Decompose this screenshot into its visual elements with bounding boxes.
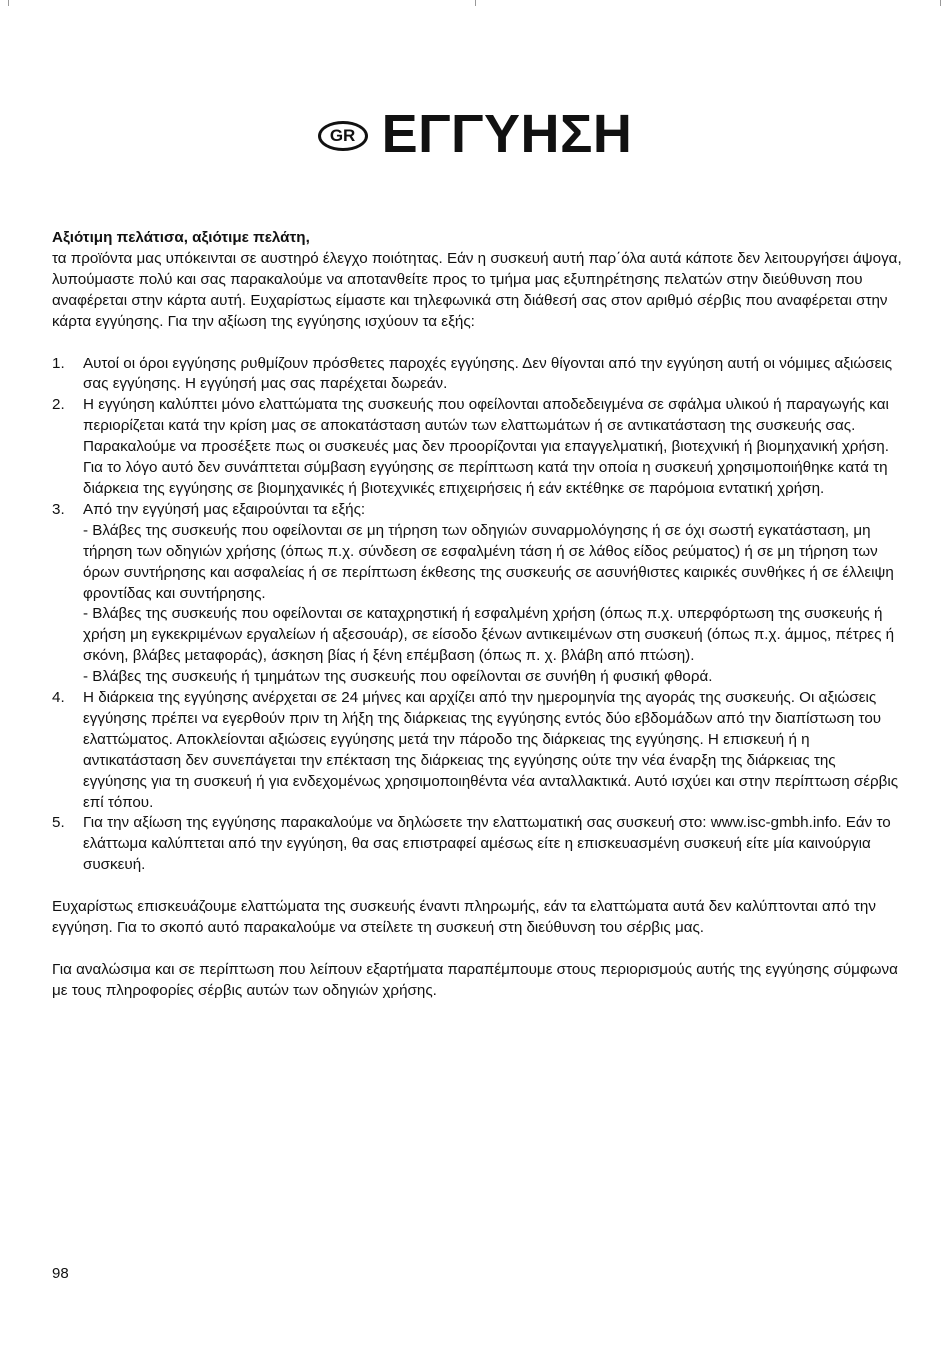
list-item-paragraph: - Βλάβες της συσκευής που οφείλονται σε μη τήρηση των οδηγιών συναρμολόγησης ή σε όχι σωστή εγκατάσταση, μη τήρηση των οδηγιών χρήσης (όπως π.χ. σύνδεση σε εσφαλμένη τάση ή σε λάθος είδος ρεύματος) ή σε μη τήρηση των όρων συντήρησης και ασφαλείας ή σε περίπτωση έκθεσης της συσκευής σε ασυνήθιστες καιρικές συνθήκες ή σε έλλειψη φροντίδας και συντήρησης. <box>83 521 894 602</box>
closing-paragraph-repairs: Ευχαρίστως επισκευάζουμε ελαττώματα της συσκευής έναντι πληρωμής, εάν τα ελαττώματα αυτά δεν καλύπτονται από την εγγύηση. Για το σκοπό αυτό παρακαλούμε να στείλετε τη συσκευή στη διεύθυνση του σέρβις μας. <box>52 898 876 937</box>
list-item-paragraph: - Βλάβες της συσκευής ή τμημάτων της συσκευής που οφείλονται σε συνήθη ή φυσική φθορά. <box>83 668 713 686</box>
page-number: 98 <box>52 1265 69 1282</box>
page-header <box>0 104 950 164</box>
crop-mark-center <box>475 0 476 6</box>
list-item-paragraph: Η εγγύηση καλύπτει μόνο ελαττώματα της συσκευής που οφείλονται αποδεδειγμένα σε σφάλμα υλικού ή παραγωγής και περιορίζεται κατά την κρίση μας σε αποκατάσταση αυτών των ελαττωμάτων ή σε αντικατάσταση της συσκευής σας. <box>83 396 889 435</box>
list-item-paragraph: Παρακαλούμε να προσέξετε πως οι συσκευές μας δεν προορίζονται για επαγγελματική, βιοτεχνική ή βιομηχανική χρήση. Για το λόγο αυτό δεν συνάπτεται σύμβαση εγγύησης σε περίπτωση κατά την οποία η συσκευή χρησιμοποιήθηκε κατά τη διάρκεια της εγγύησης σε βιομηχανικές ή βιοτεχνικές επιχειρήσεις ή εάν εκτέθηκε σε παρόμοια εντατική χρήση. <box>83 438 889 497</box>
country-badge: GR <box>318 121 368 151</box>
list-item-number: 1. <box>52 354 65 372</box>
page-title: ΕΓΓΥΗΣΗ <box>381 104 633 164</box>
list-item-body <box>83 813 902 876</box>
intro-paragraph: τα προϊόντα μας υπόκεινται σε αυστηρό έλεγχο ποιότητας. Εάν η συσκευή αυτή παρ΄όλα αυτά κάποτε δεν λειτουργήσει άψογα, λυπούμαστε πολύ και σας παρακαλούμε να αποτανθείτε προς το τμήμα μας εξυπηρέτησης πελατών στην διεύθυνση που αναφέρεται στην κάρτα αυτή. Ευχαρίστως είμαστε και τηλεφωνικά στη διάθεσή σας στον αριθμό σέρβις που αναφέρεται στην κάρτα εγγύησης. Για την αξίωση της εγγύησης ισχύουν τα εξής: <box>52 249 902 330</box>
list-item-number: 5. <box>52 814 65 832</box>
list-item-paragraph: Αυτοί οι όροι εγγύησης ρυθμίζουν πρόσθετες παροχές εγγύησης. Δεν θίγονται από την εγγύηση αυτή οι νόμιμες αξιώσεις σας εγγύησης. Η εγγύησή μας σας παρέχεται δωρεάν. <box>83 354 893 393</box>
list-item <box>52 395 902 500</box>
crop-mark-left <box>8 0 9 6</box>
list-item-body <box>83 395 902 500</box>
list-item <box>52 500 902 688</box>
list-item-number: 3. <box>52 500 65 518</box>
list-item-body <box>83 354 902 396</box>
list-item-paragraph: Η διάρκεια της εγγύησης ανέρχεται σε 24 μήνες και αρχίζει από την ημερομηνία της αγοράς της συσκευής. Οι αξιώσεις εγγύησης πρέπει να εγερθούν πριν τη λήξη της διάρκειας της εγγύησης εντός δύο εβδομάδων από την διαπίστωση του ελαττώματος. Αποκλείονται αξιώσεις εγγύησης μετά την πάροδο της διάρκειας της εγγύησης. Η επισκευή ή η αντικατάσταση δεν συνεπάγεται την επέκταση της διάρκειας της εγγύησης ούτε την νέα έναρξη της διάρκειας της εγγύησης για τη συσκευή ή για ενδεχομένως χρησιμοποιηθέντα νέα ανταλλακτικά. Αυτό ισχύει και στην περίπτωση σέρβις επί τόπου. <box>83 689 899 811</box>
list-item-number: 4. <box>52 689 65 707</box>
warranty-text <box>52 228 902 1023</box>
list-item-body <box>83 500 902 688</box>
crop-mark-right <box>940 0 941 6</box>
list-item-body <box>83 688 902 813</box>
list-item-paragraph: - Βλάβες της συσκευής που οφείλονται σε καταχρηστική ή εσφαλμένη χρήση (όπως π.χ. υπερφόρτωση της συσκευής ή χρήση μη εγκεκριμένων εργαλείων ή αξεσουάρ), σε είσοδο ξένων αντικειμένων στη συσκευή (όπως π.χ. άμμος, πέτρες ή σκόνη, βλάβες μεταφοράς), άσκηση βίας ή ξένη επέμβαση (όπως π. χ. βλάβη από πτώση). <box>83 605 895 665</box>
list-item <box>52 813 902 876</box>
list-item-paragraph: Από την εγγύησή μας εξαιρούνται τα εξής: <box>83 500 366 518</box>
closing-paragraph-consumables: Για αναλώσιμα και σε περίπτωση που λείπουν εξαρτήματα παραπέμπουμε στους περιορισμούς αυτής της εγγύησης σύμφωνα με τους πληροφορίες σέρβις αυτών των οδηγιών χρήσης. <box>52 961 898 999</box>
list-item-number: 2. <box>52 396 65 414</box>
list-item-paragraph: Για την αξίωση της εγγύησης παρακαλούμε να δηλώσετε την ελαττωματική σας συσκευή στο: www.isc-gmbh.info. Εάν το ελάττωμα καλύπτεται από την εγγύηση, θα σας επιστραφεί αμέσως είτε η επισκευασμένη συσκευή είτε μία καινούργια συσκευή. <box>83 814 891 874</box>
list-item <box>52 688 902 813</box>
greeting: Αξιότιμη πελάτισα, αξιότιμε πελάτη, <box>52 229 310 246</box>
list-item <box>52 354 902 396</box>
terms-list <box>52 354 902 877</box>
